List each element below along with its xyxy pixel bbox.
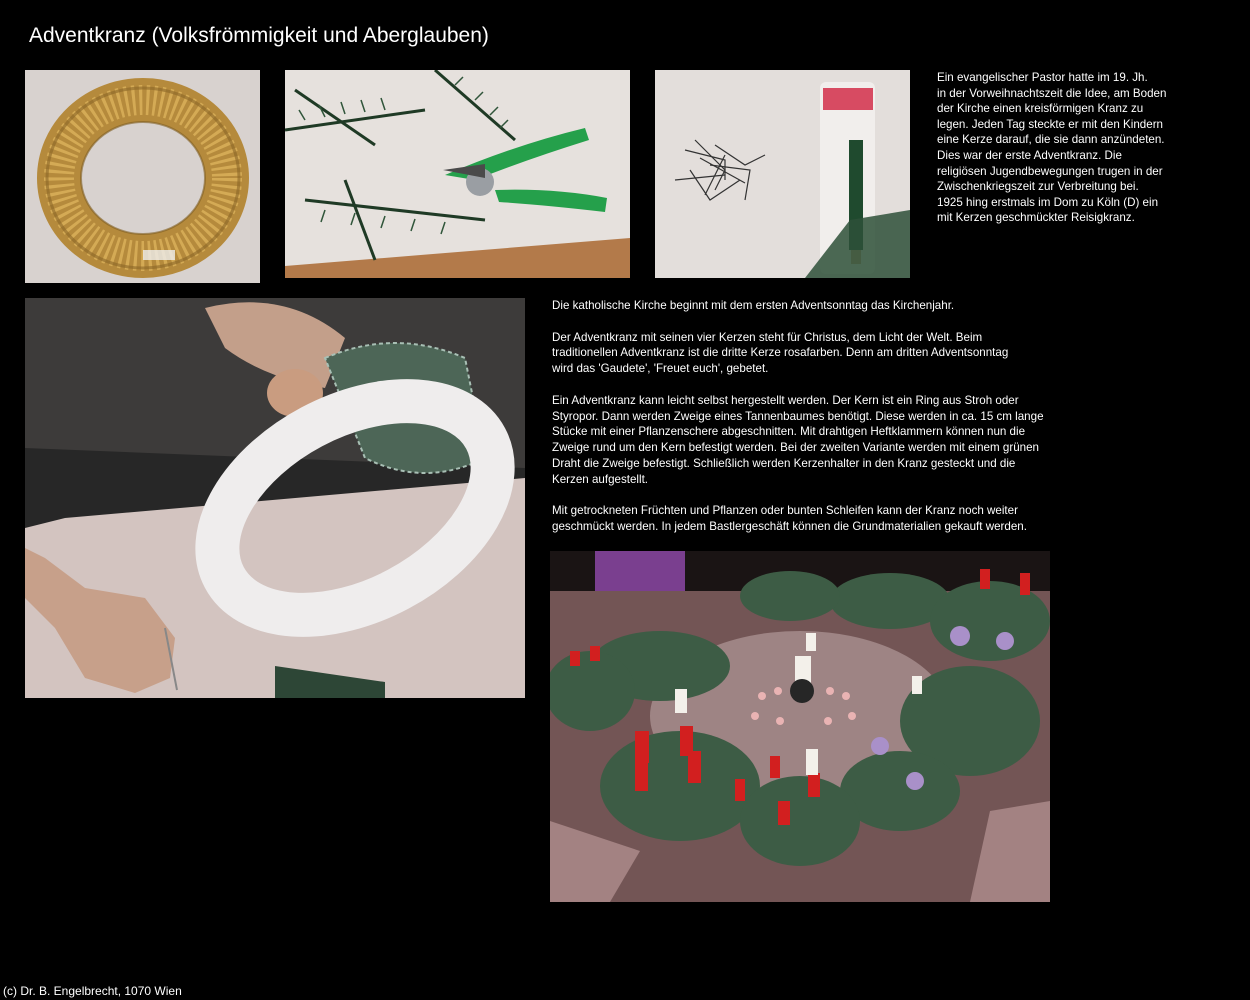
photo-straw-wreath <box>25 70 260 283</box>
main-text-line: Ein Adventkranz kann leicht selbst hergestellt werden. Der Kern ist ein Ring aus Stroh oder <box>552 393 1019 407</box>
main-text-line: Stücke mit einer Pflanzenschere abgeschnitten. Mit drahtigen Heftklammern können nun die <box>552 425 1026 439</box>
main-text-line: Der Adventkranz mit seinen vier Kerzen steht für Christus, dem Licht der Welt. Beim <box>552 330 983 344</box>
sidebar-text-line: religiösen Jugendbewegungen trugen in der <box>937 164 1163 178</box>
sidebar-text <box>937 70 1187 226</box>
sidebar-text-line: legen. Jeden Tag steckte er mit den Kindern <box>937 117 1164 131</box>
paragraph-making-wreath <box>552 393 1082 488</box>
photo-styrofoam-wreath <box>25 298 525 698</box>
sidebar-text-line: mit Kerzen geschmückter Reisigkranz. <box>937 211 1135 225</box>
main-text-line: Zweige rund um den Kern befestigt werden. Bei der zweiten Variante werden mit einem grünen <box>552 441 1039 455</box>
main-text-line: Kerzen aufgestellt. <box>552 472 649 486</box>
photo-branches-and-shears <box>285 70 630 278</box>
sidebar-text-line: eine Kerze darauf, die sie dann anzündeten. <box>937 133 1165 147</box>
copyright-footer: (c) Dr. B. Engelbrecht, 1070 Wien <box>3 984 182 998</box>
sidebar-text-line: 1925 hing erstmals im Dom zu Köln (D) ein <box>937 195 1159 209</box>
sidebar-text-line: Ein evangelischer Pastor hatte im 19. Jh. <box>937 71 1148 84</box>
photo-wreath-display <box>550 551 1050 902</box>
main-text-line: Mit getrockneten Früchten und Pflanzen oder bunten Schleifen kann der Kranz noch weiter <box>552 504 1018 518</box>
sidebar-text-line: der Kirche einen kreisförmigen Kranz zu <box>937 102 1144 116</box>
main-text-line: Styropor. Dann werden Zweige eines Tannenbaumes benötigt. Diese werden in ca. 15 cm lange <box>552 409 1044 423</box>
paragraph-four-candles <box>552 330 1082 377</box>
sidebar-text-line: Zwischenkriegszeit zur Verbreitung bei. <box>937 180 1139 194</box>
paragraph-decoration <box>552 503 1082 535</box>
page-title: Adventkranz (Volksfrömmigkeit und Aberglauben) <box>29 24 489 47</box>
sidebar-text-line: Dies war der erste Adventkranz. Die <box>937 148 1122 162</box>
main-text-line: Draht die Zweige befestigt. Schließlich werden Kerzenhalter in den Kranz gesteckt und die <box>552 456 1016 470</box>
main-text-line: wird das 'Gaudete', 'Freuet euch', gebetet. <box>552 362 769 376</box>
sidebar-text-line: in der Vorweihnachtszeit die Idee, am Boden <box>937 86 1167 100</box>
main-text <box>552 298 1082 551</box>
photo-staples-and-wire <box>655 70 910 278</box>
main-text-line: geschmückt werden. In jedem Bastlergeschäft können die Grundmaterialien gekauft werden. <box>552 520 1027 534</box>
paragraph-church-year <box>552 298 1082 314</box>
main-text-line: traditionellen Adventkranz ist die dritte Kerze rosafarben. Denn am dritten Adventsonntag <box>552 346 1009 360</box>
main-text-line: Die katholische Kirche beginnt mit dem ersten Adventsonntag das Kirchenjahr. <box>552 299 955 312</box>
